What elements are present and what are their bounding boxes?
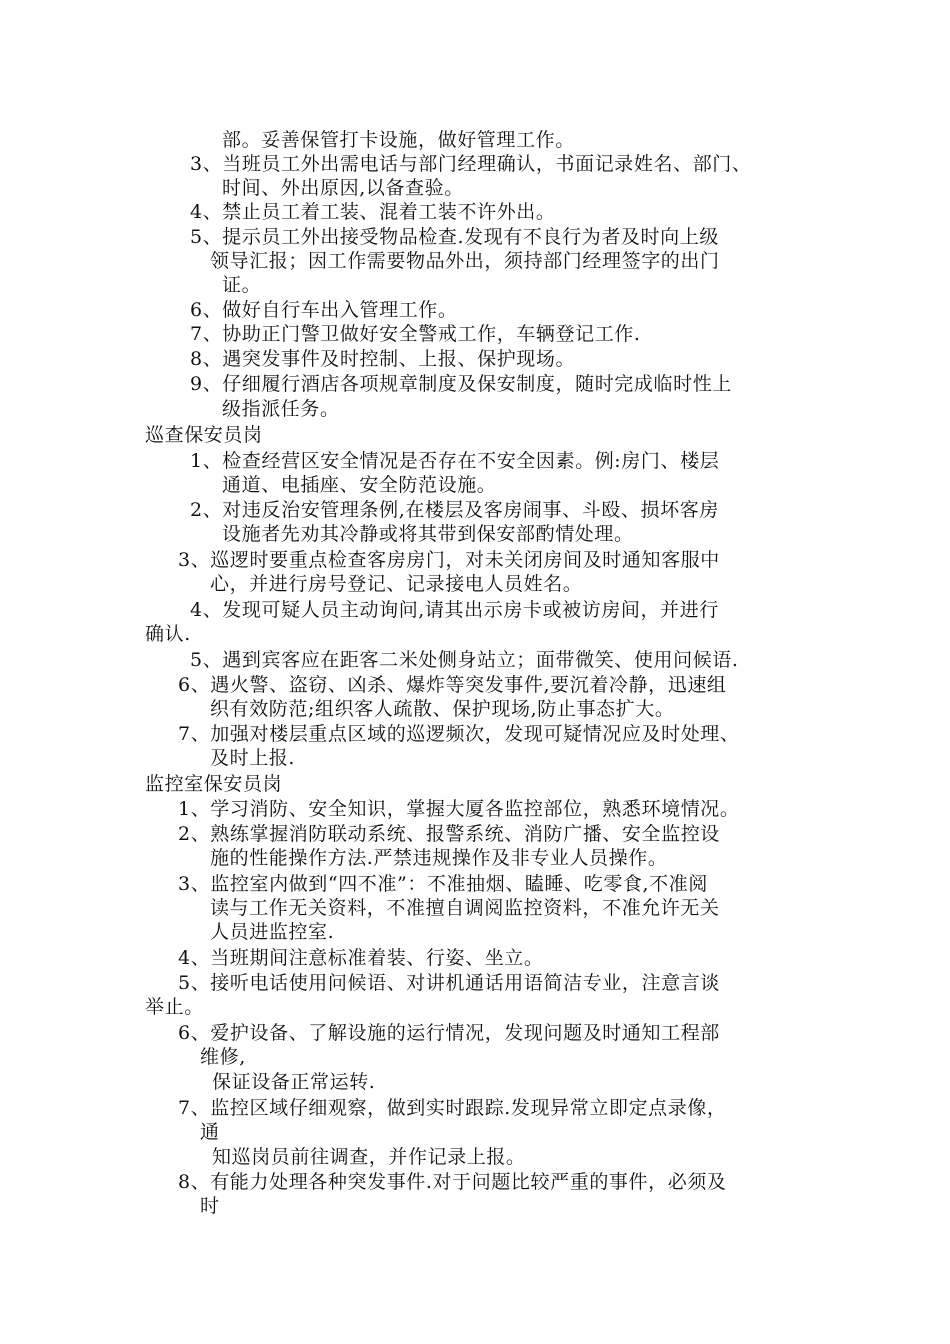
text-line: 确认. xyxy=(145,623,191,645)
list-item: 8、有能力处理各种突发事件.对于问题比较严重的事件，必须及 xyxy=(178,1171,727,1193)
list-item: 3、当班员工外出需电话与部门经理确认，书面记录姓名、部门、 xyxy=(190,153,752,175)
list-item: 6、做好自行车出入管理工作。 xyxy=(190,299,458,321)
text-line: 及时上报. xyxy=(210,747,296,769)
text-line: 部。妥善保管打卡设施，做好管理工作。 xyxy=(222,129,575,151)
text-line: 维修, xyxy=(200,1046,246,1068)
text-line: 织有效防范;组织客人疏散、保护现场,防止事态扩大。 xyxy=(210,698,675,720)
list-item: 1、检查经营区安全情况是否存在不安全因素。例:房门、楼层 xyxy=(190,450,720,472)
text-line: 保证设备正常运转. xyxy=(212,1071,376,1093)
text-line: 通道、电插座、安全防范设施。 xyxy=(222,474,497,496)
text-line: 心，并进行房号登记、记录接电人员姓名。 xyxy=(210,573,583,595)
list-item: 7、协助正门警卫做好安全警戒工作，车辆登记工作. xyxy=(190,323,641,345)
list-item: 1、学习消防、安全知识，掌握大厦各监控部位，熟悉环境情况。 xyxy=(178,798,740,820)
list-item: 5、遇到宾客应在距客二米处侧身站立；面带微笑、使用问候语. xyxy=(190,649,739,671)
text-line: 通 xyxy=(200,1121,220,1143)
text-line: 证。 xyxy=(222,274,262,296)
list-item: 6、爱护设备、了解设施的运行情况，发现问题及时通知工程部 xyxy=(178,1022,720,1044)
text-line: 级指派任务。 xyxy=(222,398,340,420)
text-line: 施的性能操作方法.严禁违规操作及非专业人员操作。 xyxy=(210,847,668,869)
text-line: 知巡岗员前往调查，并作记录上报。 xyxy=(212,1146,526,1168)
text-line: 设施者先劝其冷静或将其带到保安部酌情处理。 xyxy=(222,523,634,545)
list-item: 9、仔细履行酒店各项规章制度及保安制度，随时完成临时性上 xyxy=(190,373,732,395)
section-heading: 监控室保安员岗 xyxy=(145,773,283,795)
list-item: 2、熟练掌握消防联动系统、报警系统、消防广播、安全监控设 xyxy=(178,823,720,845)
text-line: 举止。 xyxy=(145,996,204,1018)
list-item: 4、禁止员工着工装、混着工装不许外出。 xyxy=(190,201,556,223)
list-item: 4、当班期间注意标准着装、行姿、坐立。 xyxy=(178,947,544,969)
list-item: 5、接听电话使用问候语、对讲机通话用语简洁专业，注意言谈 xyxy=(178,972,720,994)
section-heading: 巡查保安员岗 xyxy=(145,424,263,446)
list-item: 6、遇火警、盗窃、凶杀、爆炸等突发事件,要沉着冷静，迅速组 xyxy=(178,674,727,696)
list-item: 3、巡逻时要重点检查客房房门，对未关闭房间及时通知客服中 xyxy=(178,549,720,571)
list-item: 8、遇突发事件及时控制、上报、保护现场。 xyxy=(190,348,576,370)
text-line: 领导汇报；因工作需要物品外出，须持部门经理签字的出门 xyxy=(210,250,720,272)
text-line: 时 xyxy=(200,1195,220,1217)
text-line: 读与工作无关资料，不准擅自调阅监控资料，不准允许无关 xyxy=(210,897,720,919)
text-line: 人员进监控室. xyxy=(210,921,335,943)
text-line: 时间、外出原因,以备查验。 xyxy=(222,177,464,199)
list-item: 2、对违反治安管理条例,在楼层及客房闹事、斗殴、损坏客房 xyxy=(190,499,719,521)
list-item: 3、监控室内做到“四不准”：不准抽烟、瞌睡、吃零食,不准阅 xyxy=(178,873,708,895)
list-item: 7、加强对楼层重点区域的巡逻频次，发现可疑情况应及时处理、 xyxy=(178,723,740,745)
list-item: 4、发现可疑人员主动询问,请其出示房卡或被访房间，并进行 xyxy=(190,599,719,621)
list-item: 5、提示员工外出接受物品检查.发现有不良行为者及时向上级 xyxy=(190,226,719,248)
list-item: 7、监控区域仔细观察，做到实时跟踪.发现异常立即定点录像， xyxy=(178,1097,727,1119)
